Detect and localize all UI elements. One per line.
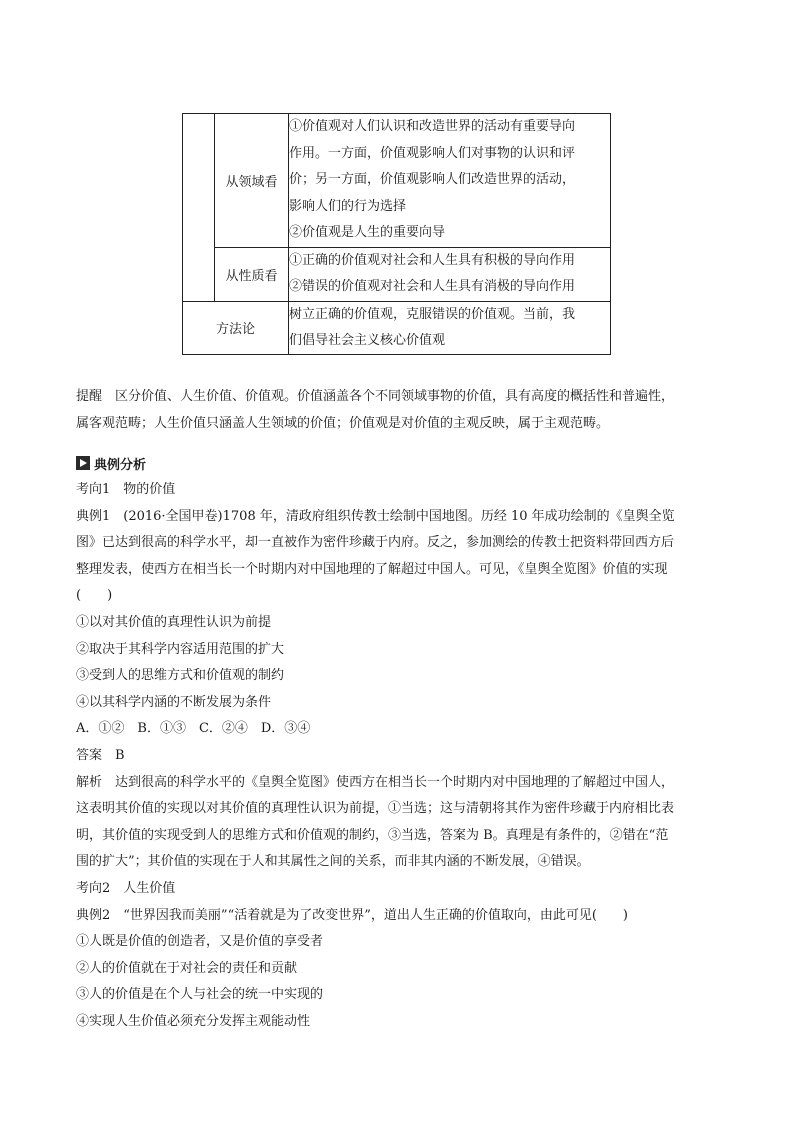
- table-row-label: 从领域看: [215, 114, 289, 248]
- table-text-line: ②错误的价值观对社会和人生具有消极的导向作用: [289, 279, 576, 294]
- answer-choices: A．①② B．①③ C．②④ D．③④: [76, 721, 311, 737]
- analysis-line: 明，其价值的实现受到人的思维方式和价值观的制约，③当选，答案为 B。真理是有条件的，②错在“范: [76, 827, 669, 843]
- option-item: ④以其科学内涵的不断发展为条件: [76, 694, 272, 710]
- table-row: [183, 247, 611, 301]
- option-item: ③受到人的思维方式和价值观的制约: [76, 668, 285, 684]
- table-text-line: 影响人们的行为选择: [289, 198, 407, 214]
- answer-line: 答案 B: [76, 747, 125, 763]
- option-item: ①人既是价值的创造者，又是价值的享受者: [76, 934, 324, 950]
- question-stem-line: 整理发表，使西方在相当长一个时期内对中国地理的了解超过中国人。可见，《皇舆全览图》价值的实现: [76, 561, 668, 577]
- option-item: ④实现人生价值必须充分发挥主观能动性: [76, 1013, 311, 1029]
- question-stem-line: 典例1 (2016·全国甲卷)1708 年，清政府组织传教士绘制中国地图。历经 10 年成功绘制的《皇舆全览: [76, 508, 675, 524]
- analysis-line: 这表明其价值的实现以对其价值的真理性认识为前提，①当选；这与清朝将其作为密件珍藏于内府相比表: [76, 801, 675, 817]
- option-item: ③人的价值是在个人与社会的统一中实现的: [76, 987, 324, 1003]
- table-text-line: 们倡导社会主义核心价值观: [289, 332, 446, 348]
- table-text-line: ②价值观是人生的重要向导: [289, 225, 446, 240]
- reminder-paragraph: [76, 384, 726, 437]
- table-cell-content: [289, 114, 611, 248]
- table-row-label: 方法论: [183, 301, 289, 354]
- analysis-line: 解析 达到很高的科学水平的《皇舆全览图》使西方在相当长一个时期内对中国地理的了解超过中国人，: [76, 774, 675, 790]
- table-row: [183, 114, 611, 248]
- question-stem-line: 图》已达到很高的科学水平，却一直被作为密件珍藏于内府。反之，参加测绘的传教士把资料带回西方后: [76, 535, 675, 551]
- text-line: 提醒 区分价值、人生价值、价值观。价值涵盖各个不同领域事物的价值，具有高度的概括性和普遍性，: [76, 389, 675, 404]
- question-stem-line: 典例2 “世界因我而美丽”“活着就是为了改变世界”，道出人生正确的价值取向，由此可见( ): [76, 907, 628, 923]
- section-heading: [76, 452, 146, 474]
- table-text-line: ①价值观对人们认识和改造世界的活动有重要导向: [289, 119, 576, 134]
- option-item: ②人的价值就在于对社会的责任和贡献: [76, 960, 298, 976]
- table-text-line: 树立正确的价值观，克服错误的价值观。当前，我: [289, 306, 576, 322]
- table-text-line: ①正确的价值观对社会和人生具有积极的导向作用: [289, 252, 576, 268]
- table-row: [183, 301, 611, 354]
- analysis-line: 围的扩大”；其价值的实现在于人和其属性之间的关系，而非其内涵的不断发展，④错误。: [76, 854, 590, 870]
- table-text-line: 价；另一方面，价值观影响人们改造世界的活动，: [289, 172, 576, 187]
- text-line: 属客观范畴；人生价值只涵盖人生领域的价值；价值观是对价值的主观反映，属于主观范畴。: [76, 415, 610, 431]
- table-cell-content: [289, 247, 611, 301]
- topic-title: 考向1 物的价值: [76, 482, 176, 497]
- concept-table: [182, 113, 611, 355]
- example-block: [76, 477, 726, 1035]
- option-item: ②取决于其科学内容适用范围的扩大: [76, 641, 285, 657]
- table-row-label: 从性质看: [215, 247, 289, 301]
- section-title: 典例分析: [94, 457, 147, 473]
- table-cell-blank: [183, 114, 215, 302]
- option-item: ①以对其价值的真理性认识为前提: [76, 614, 272, 630]
- topic-title: 考向2 人生价值: [76, 880, 176, 896]
- table-cell-content: [289, 301, 611, 354]
- play-icon: [76, 456, 90, 470]
- question-stem-line: ( ): [76, 588, 113, 604]
- table-text-line: 作用。一方面，价值观影响人们对事物的认识和评: [289, 145, 576, 161]
